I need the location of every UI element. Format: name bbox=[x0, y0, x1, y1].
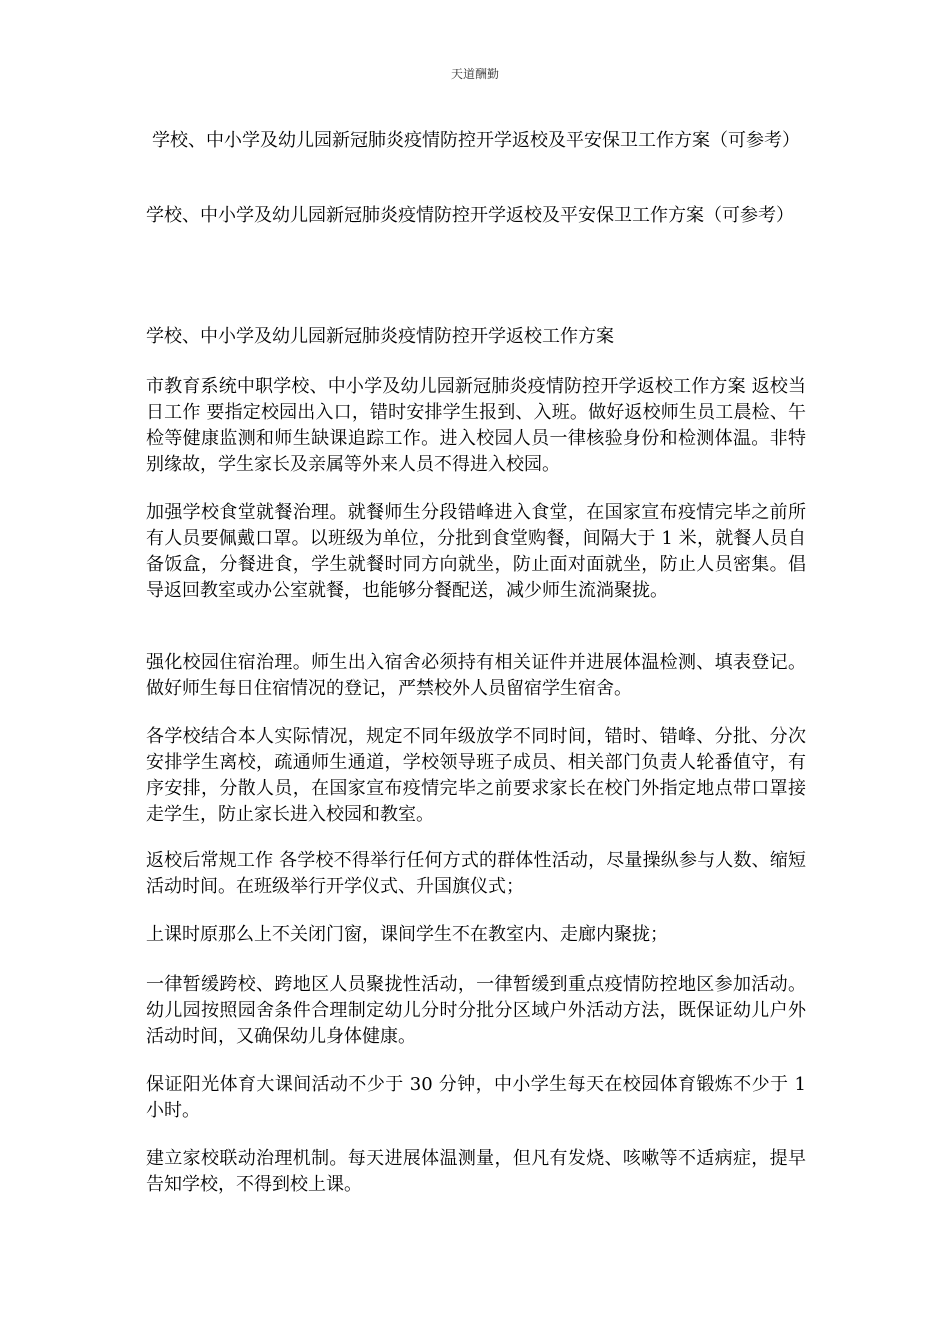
document-title: 学校、中小学及幼儿园新冠肺炎疫情防控开学返校及平安保卫工作方案（可参考） bbox=[152, 130, 800, 151]
paragraph-ventilation: 上课时原那么上不关闭门窗，课间学生不在教室内、走廊内聚拢； bbox=[146, 924, 668, 945]
paragraph-canteen: 加强学校食堂就餐治理。就餐师生分段错峰进入食堂，在国家宣布疫情完毕之前所有人员要佩戴口罩。以班级为单位，分批到食堂购餐，间隔大于 1 米，就餐人员自备饭盒，分餐进食，学生就餐时同方向就坐，防止面对面就坐，防止人员密集。倡导返回教室或办公室就餐，也能够分餐配送，减少师生流淌聚拢。 bbox=[146, 502, 806, 601]
paragraph-return-day: 市教育系统中职学校、中小学及幼儿园新冠肺炎疫情防控开学返校工作方案 返校当日工作 要指定校园出入口，错时安排学生报到、入班。做好返校师生员工晨检、午检等健康监测和师生缺课追踪工作。进入校园人员一律核验身份和检测体温。非特别缘故，学生家长及亲属等外来人员不得进入校园。 bbox=[146, 376, 806, 475]
paragraph-section-heading: 学校、中小学及幼儿园新冠肺炎疫情防控开学返校工作方案 bbox=[146, 326, 614, 347]
paragraph-gatherings: 一律暂缓跨校、跨地区人员聚拢性活动，一律暂缓到重点疫情防控地区参加活动。幼儿园按照园舍条件合理制定幼儿分时分批分区域户外活动方法，既保证幼儿户外活动时间，又确保幼儿身体健康。 bbox=[146, 974, 806, 1047]
header-mark: 天道酬勤 bbox=[450, 67, 499, 81]
paragraph-subtitle: 学校、中小学及幼儿园新冠肺炎疫情防控开学返校及平安保卫工作方案（可参考） bbox=[146, 205, 794, 226]
paragraph-routine-work: 返校后常规工作 各学校不得举行任何方式的群体性活动，尽量操纵参与人数、缩短活动时间。在班级举行开学仪式、升国旗仪式； bbox=[146, 850, 806, 897]
paragraph-exercise: 保证阳光体育大课间活动不少于 30 分钟，中小学生每天在校园体育锻炼不少于 1 小时。 bbox=[146, 1074, 806, 1121]
paragraph-home-school: 建立家校联动治理机制。每天进展体温测量，但凡有发烧、咳嗽等不适病症，提早告知学校，不得到校上课。 bbox=[146, 1148, 806, 1195]
paragraph-dismissal: 各学校结合本人实际情况，规定不同年级放学不同时间，错时、错峰、分批、分次安排学生离校，疏通师生通道，学校领导班子成员、相关部门负责人轮番值守，有序安排，分散人员，在国家宣布疫情完毕之前要求家长在校门外指定地点带口罩接走学生，防止家长进入校园和教室。 bbox=[146, 726, 806, 825]
paragraph-dormitory: 强化校园住宿治理。师生出入宿舍必须持有相关证件并进展体温检测、填表登记。做好师生每日住宿情况的登记，严禁校外人员留宿学生宿舍。 bbox=[146, 652, 806, 699]
